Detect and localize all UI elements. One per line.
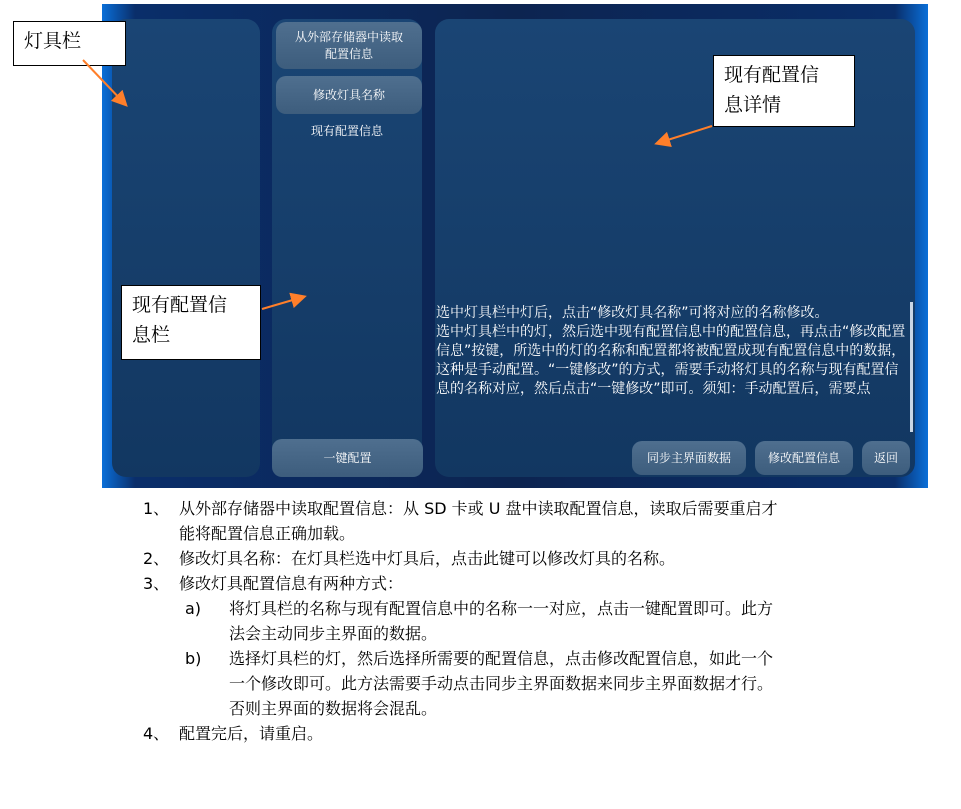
detail-scrollbar[interactable] xyxy=(910,302,913,432)
back-button[interactable]: 返回 xyxy=(862,441,910,475)
instruction-subitem-a xyxy=(185,596,958,646)
subitem-text-cont: 否则主界面的数据将会混乱。 xyxy=(229,699,438,718)
item-number: 4、 xyxy=(143,724,170,743)
config-list-label: 现有配置信息 xyxy=(310,124,383,138)
item-text: 配置完后，请重启。 xyxy=(179,724,324,743)
read-external-config-label: 从外部存储器中读取 配置信息 xyxy=(294,29,403,61)
subitem-text-cont: 一个修改即可。此方法需要手动点击同步主界面数据来同步主界面数据才行。 xyxy=(229,674,774,693)
item-number: 3、 xyxy=(143,574,170,593)
subitem-letter: a) xyxy=(185,599,202,618)
callout-config-detail: 现有配置信 息详情 xyxy=(713,55,855,127)
instruction-item-1 xyxy=(143,496,958,546)
subitem-text-cont: 法会主动同步主界面的数据。 xyxy=(229,624,438,643)
rename-light-button[interactable]: 修改灯具名称 xyxy=(276,76,422,114)
item-text-cont: 能将配置信息正确加载。 xyxy=(179,524,356,543)
instruction-item-2 xyxy=(143,546,958,571)
item-text: 从外部存储器中读取配置信息：从 SD 卡或 U 盘中读取配置信息，读取后需要重启才 xyxy=(179,499,778,518)
callout-config-bar: 现有配置信 息栏 xyxy=(121,285,261,360)
item-number: 2、 xyxy=(143,549,170,568)
instruction-item-3 xyxy=(143,571,958,596)
subitem-letter: b) xyxy=(185,649,202,668)
subitem-text: 将灯具栏的名称与现有配置信息中的名称一一对应，点击一键配置即可。此方 xyxy=(229,599,774,618)
sync-main-data-button[interactable]: 同步主界面数据 xyxy=(632,441,746,475)
item-number: 1、 xyxy=(143,499,170,518)
read-external-config-button[interactable] xyxy=(276,22,422,69)
instruction-item-4 xyxy=(143,721,958,746)
item-text: 修改灯具配置信息有两种方式： xyxy=(179,574,404,593)
instruction-subitem-b xyxy=(185,646,958,721)
item-text: 修改灯具名称：在灯具栏选中灯具后，点击此键可以修改灯具的名称。 xyxy=(179,549,676,568)
lights-bar-panel[interactable] xyxy=(112,19,260,477)
instruction-list xyxy=(143,496,958,746)
modify-config-button[interactable]: 修改配置信息 xyxy=(755,441,853,475)
callout-lights-bar: 灯具栏 xyxy=(13,21,126,66)
subitem-text: 选择灯具栏的灯，然后选择所需要的配置信息，点击修改配置信息，如此一个 xyxy=(229,649,774,668)
config-detail-text: 选中灯具栏中灯后，点击“修改灯具名称”可将对应的名称修改。 选中灯具栏中的灯，然后选中现有配置信息中的配置信息，再点击“修改配置信息”按键，所选中的灯的名称和配置都将被配置成现有配置信息中的数据，这种是手动配置。“一键修改”的方式，需要手动将灯具的名称与现有配置信息的名称对应，然后点击“一键修改”即可。须知：手动配置后，需要点 xyxy=(436,305,906,397)
one-key-config-button[interactable]: 一键配置 xyxy=(272,439,423,477)
